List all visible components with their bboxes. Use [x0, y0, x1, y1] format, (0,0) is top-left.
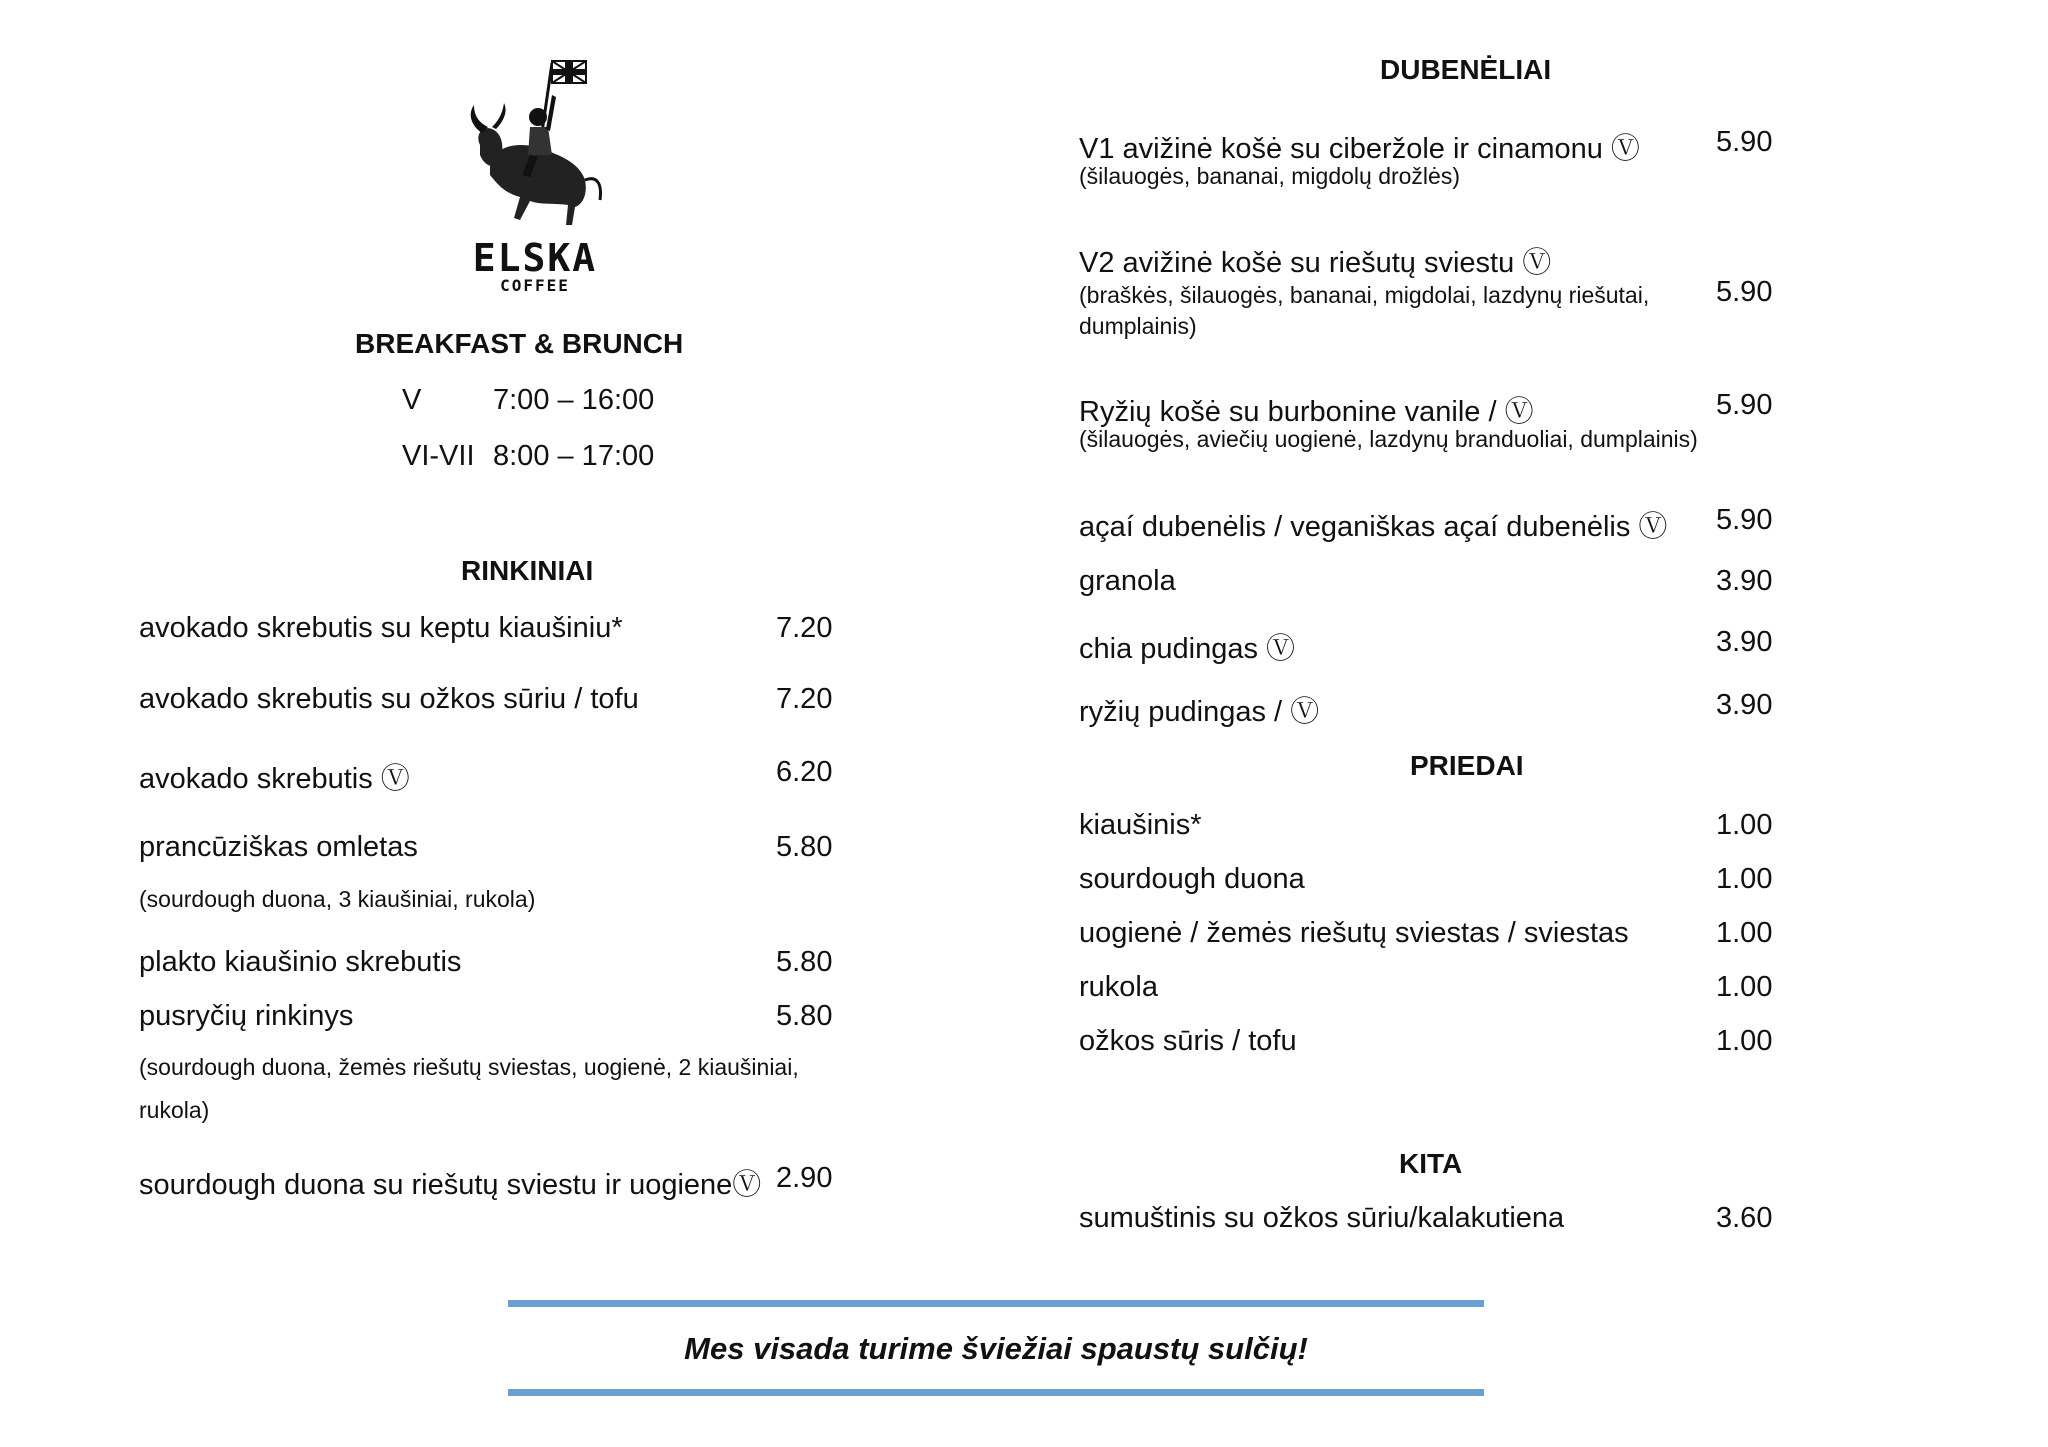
menu-item-price: 7.20: [776, 683, 833, 715]
logo-brand: ELSKA: [472, 236, 598, 280]
dubeneliai-title: DUBENĖLIAI: [1380, 54, 1552, 85]
menu-item-price: 6.20: [776, 756, 833, 788]
menu-item-price: 2.90: [776, 1162, 833, 1194]
menu-item-name: avokado skrebutis Ⓥ: [139, 763, 410, 795]
menu-item-name: ryžių pudingas / Ⓥ: [1079, 696, 1320, 728]
menu-item-price: 1.00: [1716, 917, 1773, 949]
priedai-title: PRIEDAI: [1410, 750, 1524, 781]
menu-item-note: (braškės, šilauogės, bananai, migdolai, lazdynų riešutai,: [1079, 282, 1650, 308]
menu-item-price: 5.90: [1716, 276, 1773, 308]
menu-item-price: 5.90: [1716, 504, 1773, 536]
menu-item-price: 1.00: [1716, 863, 1773, 895]
menu-item-name: V1 avižinė košė su ciberžole ir cinamonu Ⓥ: [1079, 133, 1640, 165]
menu-item-name: açaí dubenėlis / veganiškas açaí dubenėlis Ⓥ: [1079, 511, 1668, 543]
logo-subbrand: COFFEE: [500, 276, 570, 295]
menu-item-name: sumuštinis su ožkos sūriu/kalakutiena: [1079, 1202, 1565, 1234]
menu-item-note: (sourdough duona, žemės riešutų sviestas, uogienė, 2 kiaušiniai,: [139, 1054, 799, 1080]
menu-item-name: pusryčių rinkinys: [139, 1000, 354, 1032]
menu-item-name: Ryžių košė su burbonine vanile / Ⓥ: [1079, 396, 1534, 428]
hours-time-1: 7:00 – 16:00: [493, 384, 655, 416]
menu-item-note: (šilauogės, bananai, migdolų drožlės): [1079, 163, 1460, 189]
footer-slogan: Mes visada turime šviežiai spaustų sulčių!: [684, 1331, 1308, 1366]
menu-item-name: plakto kiaušinio skrebutis: [139, 946, 462, 978]
menu-item-name: avokado skrebutis su ožkos sūriu / tofu: [139, 683, 639, 715]
logo: [460, 55, 610, 295]
menu-item-name: avokado skrebutis su keptu kiaušiniu*: [139, 612, 623, 644]
menu-item-name: uogienė / žemės riešutų sviestas / sviestas: [1079, 917, 1629, 949]
kita-title: KITA: [1399, 1148, 1463, 1179]
menu-item-name: rukola: [1079, 971, 1158, 1003]
menu-item-name: sourdough duona: [1079, 863, 1305, 895]
menu-item-name: sourdough duona su riešutų sviestu ir uogieneⓋ: [139, 1169, 762, 1201]
hours-time-2: 8:00 – 17:00: [493, 440, 655, 472]
menu-item-price: 5.90: [1716, 389, 1773, 421]
footer-bottom-rule: [508, 1389, 1484, 1396]
menu-item-price: 5.90: [1716, 126, 1773, 158]
menu-item-note: (sourdough duona, 3 kiaušiniai, rukola): [139, 886, 536, 912]
menu-item-name: V2 avižinė košė su riešutų sviestu Ⓥ: [1079, 247, 1552, 279]
footer-top-rule: [508, 1300, 1484, 1307]
menu-item-price: 7.20: [776, 612, 833, 644]
menu-item-name: ožkos sūris / tofu: [1079, 1025, 1297, 1057]
menu-item-price: 3.90: [1716, 565, 1773, 597]
menu-item-name: kiaušinis*: [1079, 809, 1202, 841]
menu-item-note: (šilauogės, aviečių uogienė, lazdynų branduoliai, dumplainis): [1079, 426, 1698, 452]
rinkiniai-title: RINKINIAI: [461, 555, 594, 586]
menu-item-price: 5.80: [776, 831, 833, 863]
menu-item-name: granola: [1079, 565, 1176, 597]
menu-item-note: rukola): [139, 1097, 210, 1123]
menu-item-price: 5.80: [776, 946, 833, 978]
menu-item-price: 1.00: [1716, 971, 1773, 1003]
menu-item-price: 3.60: [1716, 1202, 1773, 1234]
bull-rider-icon: [460, 55, 610, 230]
menu-item-price: 5.80: [776, 1000, 833, 1032]
menu-item-note: dumplainis): [1079, 313, 1197, 339]
menu-item-price: 1.00: [1716, 1025, 1773, 1057]
menu-item-price: 1.00: [1716, 809, 1773, 841]
hours-day-2: VI-VII: [402, 440, 475, 472]
hours-day-1: V: [402, 384, 422, 416]
menu-item-name: prancūziškas omletas: [139, 831, 418, 863]
menu-item-name: chia pudingas Ⓥ: [1079, 633, 1296, 665]
menu-item-price: 3.90: [1716, 689, 1773, 721]
breakfast-title: BREAKFAST & BRUNCH: [355, 328, 684, 359]
menu-item-price: 3.90: [1716, 626, 1773, 658]
